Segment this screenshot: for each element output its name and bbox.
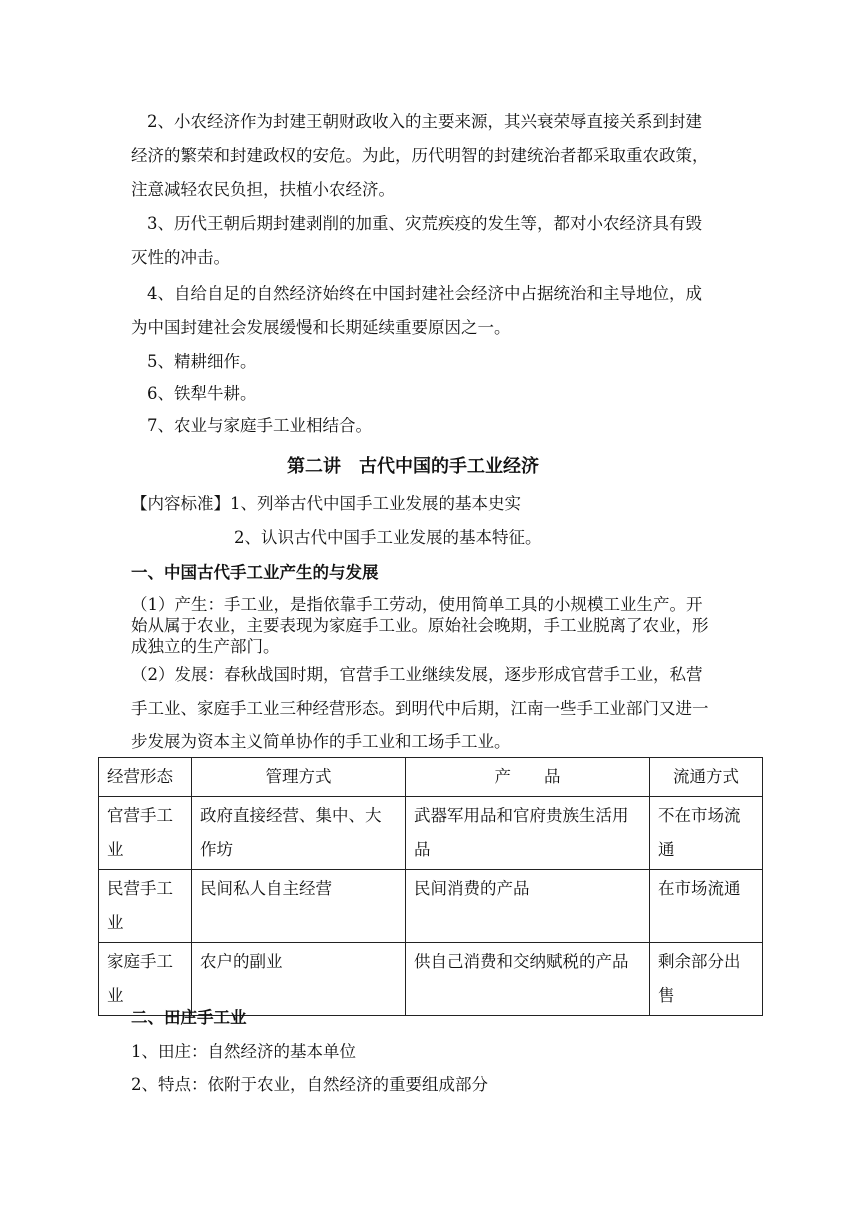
development-line-3: 步发展为资本主义简单协作的手工业和工场手工业。 — [131, 732, 511, 751]
paragraph-2-line-2: 经济的繁荣和封建政权的安危。为此，历代明智的封建统治者都采取重农政策， — [131, 146, 709, 165]
handicraft-comparison-table — [98, 757, 763, 1016]
paragraph-7: 7、农业与家庭手工业相结合。 — [147, 416, 372, 435]
content-standard-line-1: 【内容标准】1、列举古代中国手工业发展的基本史实 — [131, 494, 521, 513]
origin-line-1: （1）产生：手工业，是指依靠手工劳动，使用简单工具的小规模工业生产。开 — [131, 595, 703, 614]
table-row — [99, 797, 763, 870]
section-1-heading: 一、中国古代手工业产生的与发展 — [131, 563, 379, 582]
table-cell: 政府直接经营、集中、大作坊 — [192, 797, 406, 870]
paragraph-2-line-3: 注意减轻农民负担，扶植小农经济。 — [131, 180, 395, 199]
table-header-cell: 经营形态 — [99, 758, 192, 797]
development-line-1: （2）发展：春秋战国时期，官营手工业继续发展，逐步形成官营手工业，私营 — [131, 665, 703, 684]
table-cell: 民间私人自主经营 — [192, 870, 406, 943]
origin-line-3: 成独立的生产部门。 — [131, 637, 280, 656]
paragraph-5: 5、精耕细作。 — [147, 352, 257, 371]
table-cell: 武器军用品和官府贵族生活用品 — [406, 797, 650, 870]
table-cell: 供自己消费和交纳赋税的产品 — [406, 943, 650, 1016]
table-cell: 家庭手工业 — [99, 943, 192, 1016]
table-header-cell: 产 品 — [406, 758, 650, 797]
origin-line-2: 始从属于农业，主要表现为家庭手工业。原始社会晚期，手工业脱离了农业，形 — [131, 616, 709, 635]
content-standard-line-2: 2、认识古代中国手工业发展的基本特征。 — [234, 528, 542, 547]
table-cell: 在市场流通 — [650, 870, 763, 943]
lecture-title: 第二讲 古代中国的手工业经济 — [287, 456, 539, 477]
table-header-cell: 流通方式 — [650, 758, 763, 797]
table-cell: 民营手工业 — [99, 870, 192, 943]
table-row — [99, 943, 763, 1016]
section-2-heading: 二、田庄手工业 — [131, 1008, 247, 1027]
table-header-cell: 管理方式 — [192, 758, 406, 797]
paragraph-2-line-1: 2、小农经济作为封建王朝财政收入的主要来源，其兴衰荣辱直接关系到封建 — [147, 112, 702, 131]
paragraph-3-line-1: 3、历代王朝后期封建剥削的加重、灾荒疾疫的发生等，都对小农经济具有毁 — [147, 214, 702, 233]
development-line-2: 手工业、家庭手工业三种经营形态。到明代中后期，江南一些手工业部门又进一 — [131, 699, 709, 718]
table-header-row — [99, 758, 763, 797]
paragraph-3-line-2: 灭性的冲击。 — [131, 248, 230, 267]
paragraph-4-line-2: 为中国封建社会发展缓慢和长期延续重要原因之一。 — [131, 318, 511, 337]
paragraph-6: 6、铁犁牛耕。 — [147, 384, 257, 403]
table-cell: 农户的副业 — [192, 943, 406, 1016]
table-row — [99, 870, 763, 943]
paragraph-4-line-1: 4、自给自足的自然经济始终在中国封建社会经济中占据统治和主导地位，成 — [147, 284, 702, 303]
table-cell: 民间消费的产品 — [406, 870, 650, 943]
section-2-item-1: 1、田庄：自然经济的基本单位 — [131, 1042, 356, 1061]
table-cell: 官营手工业 — [99, 797, 192, 870]
table-cell: 不在市场流通 — [650, 797, 763, 870]
section-2-item-2: 2、特点：依附于农业，自然经济的重要组成部分 — [131, 1075, 488, 1094]
table-cell: 剩余部分出售 — [650, 943, 763, 1016]
